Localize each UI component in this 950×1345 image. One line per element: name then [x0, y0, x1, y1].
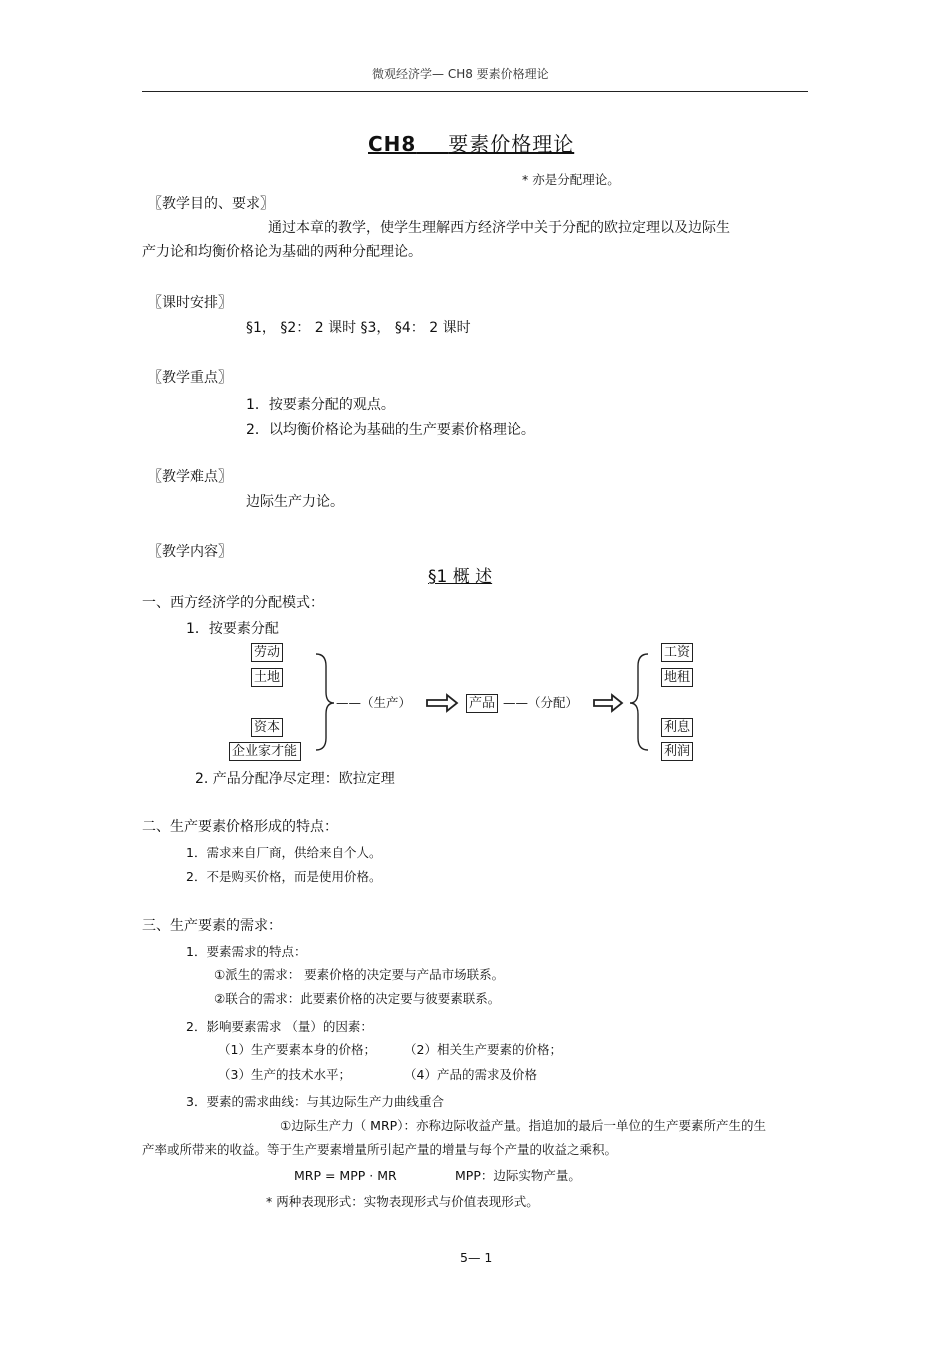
factor-box-labor: 劳动	[251, 643, 283, 662]
schedule-heading: 〖课时安排〗	[148, 295, 232, 311]
mrp-line-2: 产率或所带来的收益。等于生产要素增量所引起产量的增量与每个产量的收益之乘积。	[142, 1142, 618, 1157]
factor-box-capital: 资本	[251, 718, 283, 737]
production-label: ——（生产）	[336, 695, 412, 710]
part3-item-3: 3．要素的需求曲线：与其边际生产力曲线重合	[186, 1094, 444, 1109]
part3-item-1: 1．要素需求的特点：	[186, 944, 307, 959]
goals-line-1: 通过本章的教学，使学生理解西方经济学中关于分配的欧拉定理以及边际生	[268, 220, 730, 236]
goals-line-2: 产力论和均衡价格论为基础的两种分配理论。	[142, 244, 422, 260]
title-note: * 亦是分配理论。	[522, 172, 620, 187]
factor-box-land: 土地	[251, 668, 283, 687]
difficulty-text: 边际生产力论。	[246, 494, 344, 510]
part2-item-2: 2．不是购买价格，而是使用价格。	[186, 869, 382, 884]
difficulty-heading: 〖教学难点〗	[148, 469, 232, 485]
part3-heading: 三、生产要素的需求：	[142, 918, 282, 934]
distribution-label: ——（分配）	[503, 695, 579, 710]
part2-heading: 二、生产要素价格形成的特点：	[142, 819, 338, 835]
part3-sub-2: ②联合的需求：此要素价格的决定要与彼要素联系。	[214, 991, 501, 1006]
star-note: * 两种表现形式：实物表现形式与价值表现形式。	[266, 1194, 539, 1209]
section-title: §1 概 述	[428, 567, 493, 587]
factors-brace	[316, 654, 334, 750]
factor-4: （4）产品的需求及价格	[404, 1067, 537, 1082]
mrp-line-1: ①边际生产力（ MRP）：亦称边际收益产量。指追加的最后一单位的生产要素所产生的生	[280, 1118, 766, 1133]
part1-item-1: 1．按要素分配	[186, 621, 279, 637]
focus-item-2: 2．以均衡价格论为基础的生产要素价格理论。	[246, 422, 535, 438]
part3-item-2: 2．影响要素需求 （量）的因素：	[186, 1019, 373, 1034]
mpp-definition: MPP：边际实物产量。	[455, 1168, 581, 1183]
part3-sub-1: ①派生的需求： 要素价格的决定要与产品市场联系。	[214, 967, 505, 982]
content-heading: 〖教学内容〗	[148, 544, 232, 560]
production-arrow	[427, 695, 457, 711]
income-box-wages: 工资	[661, 643, 693, 662]
incomes-brace	[630, 654, 648, 750]
goals-heading: 〖教学目的、要求〗	[148, 196, 274, 212]
product-box: 产品	[466, 694, 498, 713]
factor-1: （1）生产要素本身的价格；	[218, 1042, 376, 1057]
distribution-arrow	[594, 695, 622, 711]
chapter-number: CH8	[368, 132, 417, 156]
factor-2: （2）相关生产要素的价格；	[404, 1042, 562, 1057]
part1-item-2: 2. 产品分配净尽定理：欧拉定理	[195, 771, 395, 787]
factor-box-entrepreneurship: 企业家才能	[229, 742, 301, 761]
part2-item-1: 1．需求来自厂商，供给来自个人。	[186, 845, 382, 860]
schedule-line: §1， §2： 2 课时 §3， §4： 2 课时	[246, 320, 471, 336]
income-box-profit: 利润	[661, 742, 693, 761]
mrp-formula: MRP = MPP · MR	[294, 1168, 397, 1183]
part1-heading: 一、西方经济学的分配模式：	[142, 595, 324, 611]
page-number: 5— 1	[460, 1250, 493, 1265]
income-box-rent: 地租	[661, 668, 693, 687]
running-header: 微观经济学— CH8 要素价格理论	[372, 67, 549, 81]
chapter-name: 要素价格理论	[448, 132, 575, 156]
focus-item-1: 1．按要素分配的观点。	[246, 397, 395, 413]
focus-heading: 〖教学重点〗	[148, 370, 232, 386]
income-box-interest: 利息	[661, 718, 693, 737]
factor-3: （3）生产的技术水平；	[218, 1067, 351, 1082]
